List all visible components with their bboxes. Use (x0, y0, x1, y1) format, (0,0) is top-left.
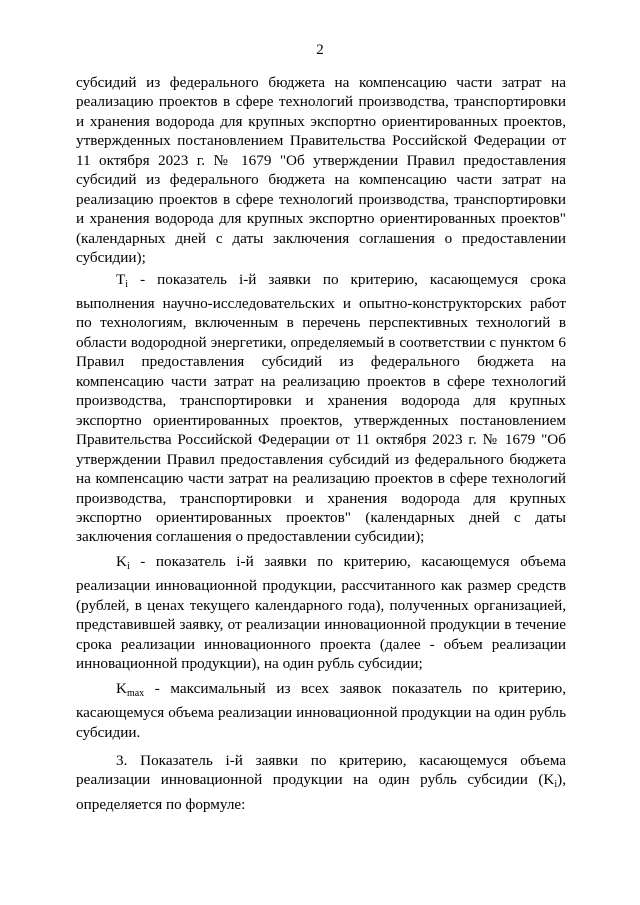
ti-description: - показатель i-й заявки по критерию, касающемуся срока выполнения научно-исследовательских и опытно-конструкторских работ по технологиям, включенным в перечень перспективных технологий в области водородной энергетики, определяемый в соответствии с пунктом 6 Правил предоставления субсидий из федерального бюджета на компенсацию части затрат на реализацию проектов в сфере технологий производства, транспортировки и хранения водорода для крупных экспортно ориентированных проектов, утвержденных постановлением Правительства Российской Федерации от 11 октября 2023 г. № 1679 "Об утверждении Правил предоставления субсидий из федерального бюджета на компенсацию части затрат на реализацию проектов в сфере технологий производства, транспортировки и хранения водорода для крупных экспортно ориентированных проектов" (календарных дней с даты заключения соглашения о предоставлении субсидии); (76, 270, 566, 546)
subscript-i: i (126, 560, 130, 572)
item-3-text-end: ), определяется по формуле: (76, 771, 566, 813)
subscript-i: i (125, 278, 129, 290)
document-body (76, 73, 566, 814)
symbol-k: K (116, 679, 127, 697)
paragraph-ki-definition (76, 552, 566, 674)
ki-description: - показатель i-й заявки по критерию, касающемуся объема реализации инновационной продукции, рассчитанного как размер средств (рублей, в ценах текущего календарного года), полученных организацией, представившей заявку, от реализации инновационной продукции в течение срока реализации инновационного проекта (далее - объем реализации инновационной продукции), на один рубль субсидии; (76, 552, 566, 673)
paragraph-subsidy-definition: субсидий из федерального бюджета на компенсацию части затрат на реализацию проектов в сфере технологий производства, транспортировки и хранения водорода для крупных экспортно ориентированных проектов, утвержденных постановлением Правительства Российской Федерации от 11 октября 2023 г. № 1679 "Об утверждении Правил предоставления субсидий из федерального бюджета на компенсацию части затрат на реализацию проектов в сфере технологий производства, транспортировки и хранения водорода для крупных экспортно ориентированных проектов" (календарных дней с даты заключения соглашения о предоставлении субсидии); (76, 74, 566, 267)
item-3-text: 3. Показатель i-й заявки по критерию, касающемуся объема реализации инновационной продукции на один рубль субсидии (K (76, 751, 566, 789)
paragraph-ti-definition (76, 270, 566, 547)
page-number: 2 (316, 42, 324, 58)
symbol-t: T (116, 270, 126, 288)
symbol-k: K (116, 552, 127, 570)
subscript-max: max (126, 687, 145, 699)
paragraph-kmax-definition (76, 679, 566, 742)
subscript-i: i (554, 779, 558, 791)
paragraph-item-3 (76, 751, 566, 814)
kmax-description: - максимальный из всех заявок показатель по критерию, касающемуся объема реализации инновационной продукции на один рубль субсидии. (76, 679, 566, 741)
